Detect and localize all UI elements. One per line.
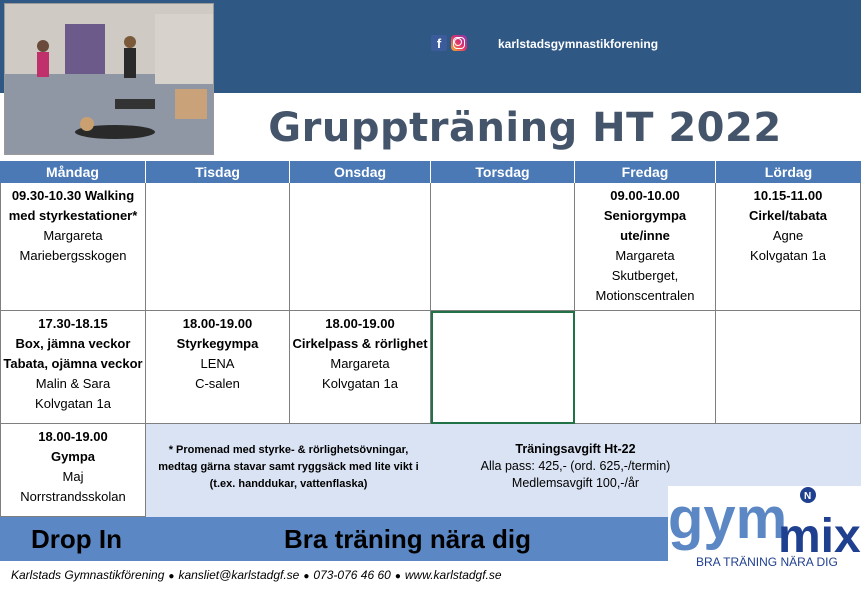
cell-friday-morning [575,183,716,311]
day-header-saturday: Lördag [716,161,861,183]
logo-mix: mix [778,510,861,563]
session-leader: Maj [62,469,84,484]
session-location: Mariebergsskogen [19,248,127,263]
cell-thursday-evening-selected[interactable] [431,311,575,424]
logo-gym: gym [668,486,788,551]
day-header-wednesday: Onsdag [290,161,431,183]
cell-tuesday-evening [146,311,290,424]
session-name: Cirkelpass & rörlighet [292,336,428,351]
session-location: Kolvgatan 1a [750,248,826,263]
fees-all-sessions: Alla pass: 425,- (ord. 625,-/termin) [480,459,671,473]
contact-phone: 073-076 46 60 [313,568,391,582]
logo-badge: N [804,491,812,502]
cell-thursday-morning [431,183,575,311]
session-time: 09.00-10.00 [610,188,680,203]
session-name-alt: Tabata, ojämna veckor [3,356,143,371]
session-leader: Margareta [615,248,675,263]
cell-saturday-morning [716,183,861,311]
session-name: Box, jämna veckor [15,336,131,351]
day-header-friday: Fredag [575,161,716,183]
cell-saturday-evening [716,311,861,424]
fees-title: Träningsavgift Ht-22 [515,442,636,456]
day-header-monday: Måndag [0,161,146,183]
session-name: Gympa [50,449,96,464]
contact-line [11,568,502,582]
separator-dot: ● [394,571,401,582]
group-training-photo [4,3,214,155]
session-location: C-salen [195,376,240,391]
session-time: 17.30-18.15 [38,316,108,331]
session-name: Styrkegympa [176,336,259,351]
organization-name: Karlstads Gymnastikförening [11,568,165,582]
walking-footnote [146,424,431,517]
session-leader: Margareta [330,356,390,371]
session-location: Norrstrandsskolan [20,489,126,504]
separator-dot: ● [168,571,175,582]
fees-membership: Medlemsavgift 100,-/år [511,476,640,490]
session-name: med styrkestationer* [8,208,138,223]
contact-email[interactable]: kansliet@karlstadgf.se [178,568,300,582]
session-time: 18.00-19.00 [182,316,253,331]
session-name: Cirkel/tabata [748,208,828,223]
page-title: Gruppträning HT 2022 [268,105,782,151]
day-header-thursday: Torsdag [431,161,575,183]
cell-wednesday-evening [290,311,431,424]
footnote-line: (t.ex. handdukar, vattenflaska) [209,478,368,490]
gymmix-logo [668,486,861,576]
session-time: 09.30-10.30 Walking [11,188,135,203]
cell-monday-extra [0,424,146,517]
cell-monday-evening [0,311,146,424]
cell-friday-evening [575,311,716,424]
slogan: Bra träning nära dig [284,524,532,554]
session-location-detail: Motionscentralen [595,288,695,303]
footnote-line: medtag gärna stavar samt ryggsäck med lite vikt i [158,461,419,473]
session-time: 18.00-19.00 [325,316,395,331]
cell-tuesday-morning [146,183,290,311]
session-location: Skutberget, [611,268,679,283]
cell-wednesday-morning [290,183,431,311]
facebook-icon[interactable]: f [431,35,447,51]
session-location: Kolvgatan 1a [322,376,398,391]
social-handle: karlstadsgymnastikforening [498,37,659,51]
drop-in-label: Drop In [31,524,122,554]
session-leader: LENA [200,356,235,371]
session-leader: Agne [772,228,804,243]
separator-dot: ● [303,571,310,582]
footnote-line: * Promenad med styrke- & rörlighetsövningar, [168,444,409,456]
session-name: Seniorgympa [603,208,687,223]
logo-tagline: BRA TRÄNING NÄRA DIG [696,555,838,569]
day-header-tuesday: Tisdag [146,161,290,183]
contact-website[interactable]: www.karlstadgf.se [404,568,502,582]
social-icons [431,35,467,51]
instagram-icon[interactable] [451,35,467,51]
session-location: Kolvgatan 1a [35,396,111,411]
session-leader: Margareta [43,228,103,243]
session-time: 18.00-19.00 [38,429,108,444]
session-name-detail: ute/inne [620,228,670,243]
session-leader: Malin & Sara [35,376,111,391]
session-time: 10.15-11.00 [753,188,823,203]
cell-monday-morning [0,183,146,311]
